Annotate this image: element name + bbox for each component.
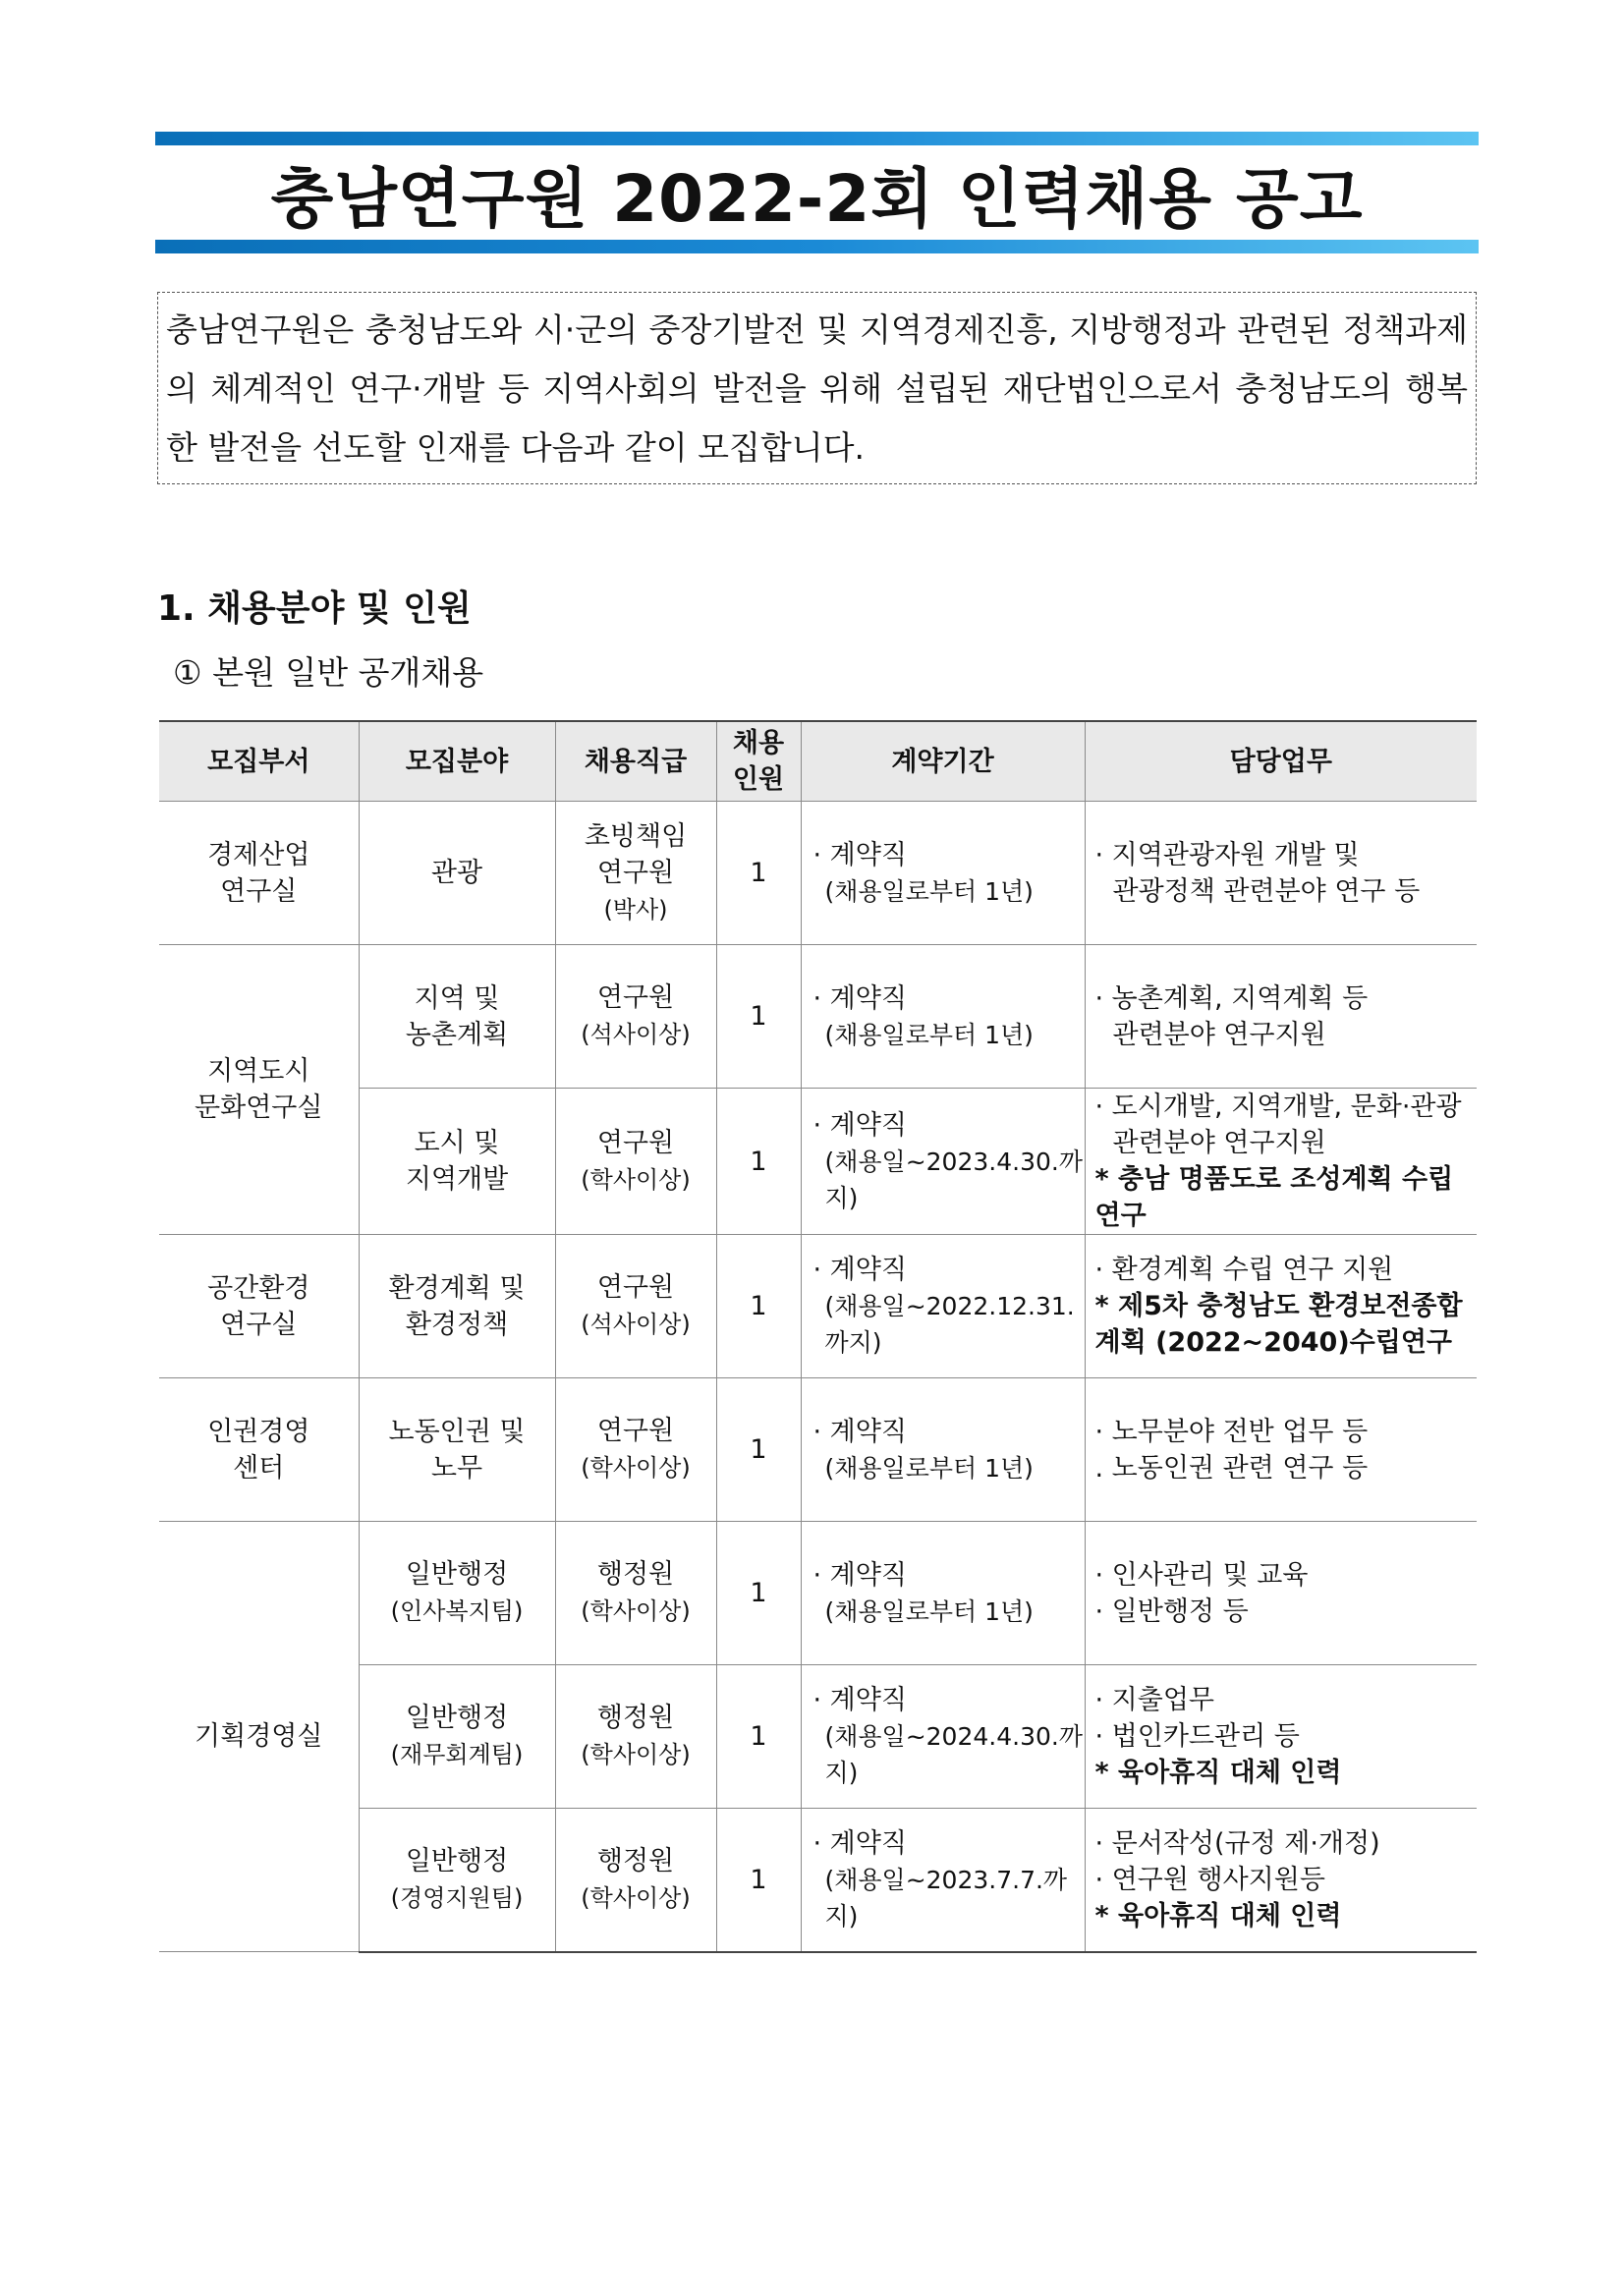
field-line: 노동인권 및 xyxy=(388,1416,526,1447)
intro-box: 충남연구원은 충청남도와 시·군의 중장기발전 및 지역경제진흥, 지방행정과 관련된 정책과제의 체계적인 연구·개발 등 지역사회의 발전을 위해 설립된 재단법인으로서 충청남도의 행복한 발전을 선도할 인재를 다음과 같이 모집합니다. xyxy=(157,292,1477,484)
duty-line: · 지출업무 xyxy=(1094,1685,1214,1715)
field-line: (경영지원팀) xyxy=(390,1883,524,1912)
rank-qualification: (학사이상) xyxy=(581,1883,691,1912)
contract-cell xyxy=(801,1378,1085,1522)
dept-line: 문화연구실 xyxy=(195,1092,323,1123)
count-value: 1 xyxy=(750,1001,767,1032)
count-cell xyxy=(716,1378,801,1522)
field-line: 일반행정 xyxy=(405,1559,509,1590)
duty-cell xyxy=(1085,1522,1477,1665)
rank-title: 연구원 xyxy=(596,1416,675,1446)
duty-line: · 인사관리 및 교육 xyxy=(1094,1559,1309,1591)
contract-type: · 계약직 xyxy=(812,1255,907,1285)
field-line: 환경계획 및 xyxy=(388,1272,526,1304)
dept-line: 경제산업 xyxy=(207,839,310,870)
field-cell xyxy=(359,1378,555,1522)
header-count-line1: 채용 xyxy=(732,728,785,758)
contract-cell xyxy=(801,945,1085,1089)
header-count xyxy=(716,721,801,802)
dept-cell xyxy=(159,802,359,945)
dept-cell xyxy=(159,945,359,1235)
field-line: 일반행정 xyxy=(405,1703,509,1733)
dept-line: 연구실 xyxy=(220,1309,298,1340)
duty-line: · 일반행정 등 xyxy=(1094,1596,1249,1627)
rank-cell xyxy=(555,1522,716,1665)
table-row xyxy=(159,945,1477,1089)
rank-title: 행정원 xyxy=(596,1703,675,1733)
rank-qualification: (석사이상) xyxy=(581,1021,691,1048)
header-rank: 채용직급 xyxy=(555,721,716,802)
duty-cell xyxy=(1085,802,1477,945)
duty-line: · 문서작성(규정 제·개정) xyxy=(1094,1827,1380,1859)
duty-line: 관련분야 연구지원 xyxy=(1112,1128,1326,1158)
rank-title: 행정원 xyxy=(596,1559,675,1590)
contract-cell xyxy=(801,1235,1085,1378)
field-line: (인사복지팀) xyxy=(390,1597,524,1625)
header-duty: 담당업무 xyxy=(1085,721,1477,802)
duty-line: · 지역관광자원 개발 및 xyxy=(1094,839,1360,870)
rank-title: 연구원 xyxy=(596,982,675,1013)
field-line: 일반행정 xyxy=(405,1845,509,1876)
contract-term: (채용일로부터 1년) xyxy=(824,1453,1034,1483)
field-cell xyxy=(359,1235,555,1378)
duty-line: . 노동인권 관련 연구 등 xyxy=(1094,1452,1369,1484)
rank-title: 연구원 xyxy=(596,1272,675,1303)
section-heading: 1. 채용분야 및 인원 xyxy=(157,588,472,629)
field-line: 환경정책 xyxy=(405,1309,509,1340)
count-value: 1 xyxy=(750,1291,767,1321)
rank-qualification: (학사이상) xyxy=(581,1741,691,1768)
duty-cell xyxy=(1085,1809,1477,1952)
contract-type: · 계약직 xyxy=(812,1416,907,1447)
count-cell xyxy=(716,802,801,945)
title-top-bar xyxy=(155,132,1479,145)
duty-line: 관련분야 연구지원 xyxy=(1112,1019,1326,1050)
page-title: 충남연구원 2022-2회 인력채용 공고 xyxy=(270,160,1364,237)
dept-cell xyxy=(159,1522,359,1952)
dept-cell xyxy=(159,1235,359,1378)
field-line: 도시 및 xyxy=(414,1128,500,1158)
duty-cell xyxy=(1085,1235,1477,1378)
field-cell xyxy=(359,802,555,945)
contract-cell xyxy=(801,1665,1085,1809)
rank-title: 행정원 xyxy=(596,1845,675,1876)
dept-line: 연구실 xyxy=(220,875,298,907)
contract-type: · 계약직 xyxy=(812,839,907,870)
count-cell xyxy=(716,1665,801,1809)
contract-term: (채용일~2024.4.30.까지) xyxy=(824,1722,1083,1787)
subsection-heading: ① 본원 일반 공개채용 xyxy=(173,653,484,692)
rank-qualification: (석사이상) xyxy=(581,1311,691,1338)
field-line: 지역 및 xyxy=(414,982,500,1014)
field-cell xyxy=(359,1809,555,1952)
contract-term: (채용일로부터 1년) xyxy=(824,1596,1034,1626)
header-dept: 모집부서 xyxy=(159,721,359,802)
field-cell xyxy=(359,1522,555,1665)
dept-cell xyxy=(159,1378,359,1522)
contract-type: · 계약직 xyxy=(812,982,907,1014)
contract-cell xyxy=(801,1809,1085,1952)
duty-note: * 육아휴직 대체 인력 xyxy=(1094,1900,1342,1932)
field-cell xyxy=(359,1089,555,1235)
rank-qualification: (박사) xyxy=(603,895,668,924)
duty-line: · 환경계획 수립 연구 지원 xyxy=(1094,1255,1394,1285)
duty-line: 관광정책 관련분야 연구 등 xyxy=(1112,875,1421,907)
rank-cell xyxy=(555,945,716,1089)
count-value: 1 xyxy=(750,1864,767,1895)
contract-type: · 계약직 xyxy=(812,1109,907,1141)
duty-line: · 도시개발, 지역개발, 문화·관광 xyxy=(1094,1092,1462,1122)
table-row xyxy=(159,802,1477,945)
contract-type: · 계약직 xyxy=(812,1685,907,1715)
contract-term: (채용일로부터 1년) xyxy=(824,1020,1034,1049)
table-row xyxy=(159,1378,1477,1522)
field-line: 농촌계획 xyxy=(405,1019,509,1050)
rank-title: 연구원 xyxy=(596,1127,675,1158)
duty-cell xyxy=(1085,1378,1477,1522)
dept-line: 공간환경 xyxy=(207,1272,310,1304)
contract-cell xyxy=(801,1089,1085,1235)
table-header-row xyxy=(159,721,1477,802)
header-contract: 계약기간 xyxy=(801,721,1085,802)
rank-cell xyxy=(555,1809,716,1952)
count-cell xyxy=(716,945,801,1089)
rank-title: 초빙책임 xyxy=(584,820,688,852)
duty-note: * 제5차 충청남도 환경보전종합계획 (2022~2040)수립연구 xyxy=(1094,1291,1463,1358)
table-row xyxy=(159,1235,1477,1378)
rank-cell xyxy=(555,1665,716,1809)
count-cell xyxy=(716,1089,801,1235)
dept-line: 지역도시 xyxy=(207,1056,310,1087)
rank-cell xyxy=(555,1089,716,1235)
count-value: 1 xyxy=(750,1434,767,1465)
rank-qualification: (학사이상) xyxy=(581,1597,691,1625)
duty-line: · 연구원 행사지원등 xyxy=(1094,1864,1325,1895)
contract-cell xyxy=(801,802,1085,945)
rank-qualification: (학사이상) xyxy=(581,1165,691,1194)
rank-title-2: 연구원 xyxy=(596,857,675,888)
count-value: 1 xyxy=(750,1146,767,1177)
contract-type: · 계약직 xyxy=(812,1827,907,1859)
contract-type: · 계약직 xyxy=(812,1559,907,1591)
recruitment-table xyxy=(159,720,1477,1953)
dept-line: 기획경영실 xyxy=(195,1721,323,1752)
field-line: (재무회계팀) xyxy=(390,1741,524,1768)
header-count-line2: 인원 xyxy=(732,764,785,795)
duty-note: * 육아휴직 대체 인력 xyxy=(1094,1758,1342,1788)
count-cell xyxy=(716,1522,801,1665)
table-row xyxy=(159,1522,1477,1665)
field-cell xyxy=(359,1665,555,1809)
contract-term: (채용일~2022.12.31.까지) xyxy=(824,1292,1075,1357)
duty-line: · 노무분야 전반 업무 등 xyxy=(1094,1416,1369,1447)
count-value: 1 xyxy=(750,1721,767,1752)
title-bottom-bar xyxy=(155,240,1479,253)
dept-line: 센터 xyxy=(233,1452,285,1484)
rank-cell xyxy=(555,1378,716,1522)
field-line: 노무 xyxy=(430,1452,483,1484)
rank-cell xyxy=(555,802,716,945)
count-cell xyxy=(716,1235,801,1378)
rank-qualification: (학사이상) xyxy=(581,1454,691,1482)
field-line: 지역개발 xyxy=(405,1164,509,1195)
count-value: 1 xyxy=(750,858,767,888)
header-field: 모집분야 xyxy=(359,721,555,802)
contract-cell xyxy=(801,1522,1085,1665)
duty-line: · 농촌계획, 지역계획 등 xyxy=(1094,982,1369,1014)
duty-cell xyxy=(1085,1665,1477,1809)
field-cell xyxy=(359,945,555,1089)
rank-cell xyxy=(555,1235,716,1378)
count-cell xyxy=(716,1809,801,1952)
dept-line: 인권경영 xyxy=(207,1416,310,1447)
field-line: 관광 xyxy=(430,858,483,888)
count-value: 1 xyxy=(750,1578,767,1608)
duty-note: * 충남 명품도로 조성계획 수립연구 xyxy=(1094,1164,1454,1231)
duty-cell xyxy=(1085,1089,1477,1235)
duty-line: · 법인카드관리 등 xyxy=(1094,1721,1300,1752)
duty-cell xyxy=(1085,945,1477,1089)
contract-term: (채용일로부터 1년) xyxy=(824,876,1034,906)
contract-term: (채용일~2023.7.7.까지) xyxy=(824,1865,1068,1931)
contract-term: (채용일~2023.4.30.까지) xyxy=(824,1147,1083,1212)
